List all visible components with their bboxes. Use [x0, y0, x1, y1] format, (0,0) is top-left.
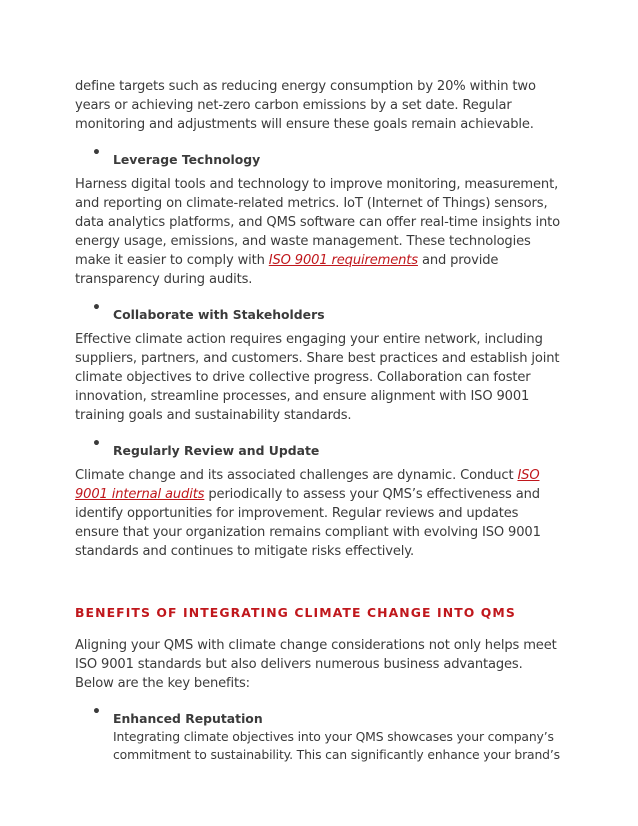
benefits-section-heading: BENEFITS OF INTEGRATING CLIMATE CHANGE INTO QMS: [75, 605, 516, 620]
technology-text-end: and provide transparency during audits.: [75, 253, 499, 287]
bullet-collaborate-stakeholders: [75, 300, 565, 324]
benefit-description: Integrating climate objectives into your QMS showcases your company’s commitment to sustainability. This can significantly enhance your brand’s: [113, 729, 560, 762]
benefits-intro-paragraph: Aligning your QMS with climate change considerations not only helps meet ISO 9001 standards but also delivers numerous business advantages. Below are the key benefits:: [75, 638, 557, 691]
technology-paragraph: [75, 175, 565, 289]
bullet-dot: •: [92, 704, 101, 720]
iso-9001-internal-audits-link[interactable]: ISO 9001 internal audits: [75, 468, 540, 502]
iso-9001-requirements-link[interactable]: ISO 9001 requirements: [268, 253, 418, 268]
review-text: Climate change and its associated challenges are dynamic. Conduct: [75, 468, 518, 483]
intro-paragraph: define targets such as reducing energy consumption by 20% within two years or achieving net-zero carbon emissions by a set date. Regular monitoring and adjustments will ensure these goals remain achievable.: [75, 79, 536, 132]
document-page: [75, 77, 565, 764]
stakeholders-paragraph: Effective climate action requires engaging your entire network, including suppliers, partners, and customers. Share best practices and establish joint climate objectives to drive collective progress. Collaboration can foster innovation, streamline processes, and ensure alignment with ISO 9001 training goals and sustainability standards.: [75, 332, 560, 423]
bullet-review-update: [75, 436, 565, 460]
review-paragraph: [75, 466, 565, 561]
bullet-heading: Regularly Review and Update: [113, 443, 320, 458]
review-text-end: periodically to assess your QMS’s effectiveness and identify opportunities for improvement. Regular reviews and updates ensure that your organization remains compliant with evolving ISO 9001 standards and continues to mitigate risks effectively.: [75, 487, 541, 559]
technology-text: Harness digital tools and technology to improve monitoring, measurement, and reporting on climate-related metrics. IoT (Internet of Things) sensors, data analytics platforms, and QMS software can offer real-time insights into energy usage, emissions, and waste management. These technologies make it easier to comply with: [75, 177, 560, 268]
bullet-heading: Leverage Technology: [113, 152, 261, 167]
bullet-heading: Collaborate with Stakeholders: [113, 307, 325, 322]
bullet-enhanced-reputation: [75, 704, 565, 764]
bullet-leverage-technology: [75, 145, 565, 169]
benefit-title: Enhanced Reputation: [113, 711, 263, 726]
bullet-dot: •: [92, 300, 101, 316]
bullet-dot: •: [92, 436, 101, 452]
bullet-dot: •: [92, 145, 101, 161]
